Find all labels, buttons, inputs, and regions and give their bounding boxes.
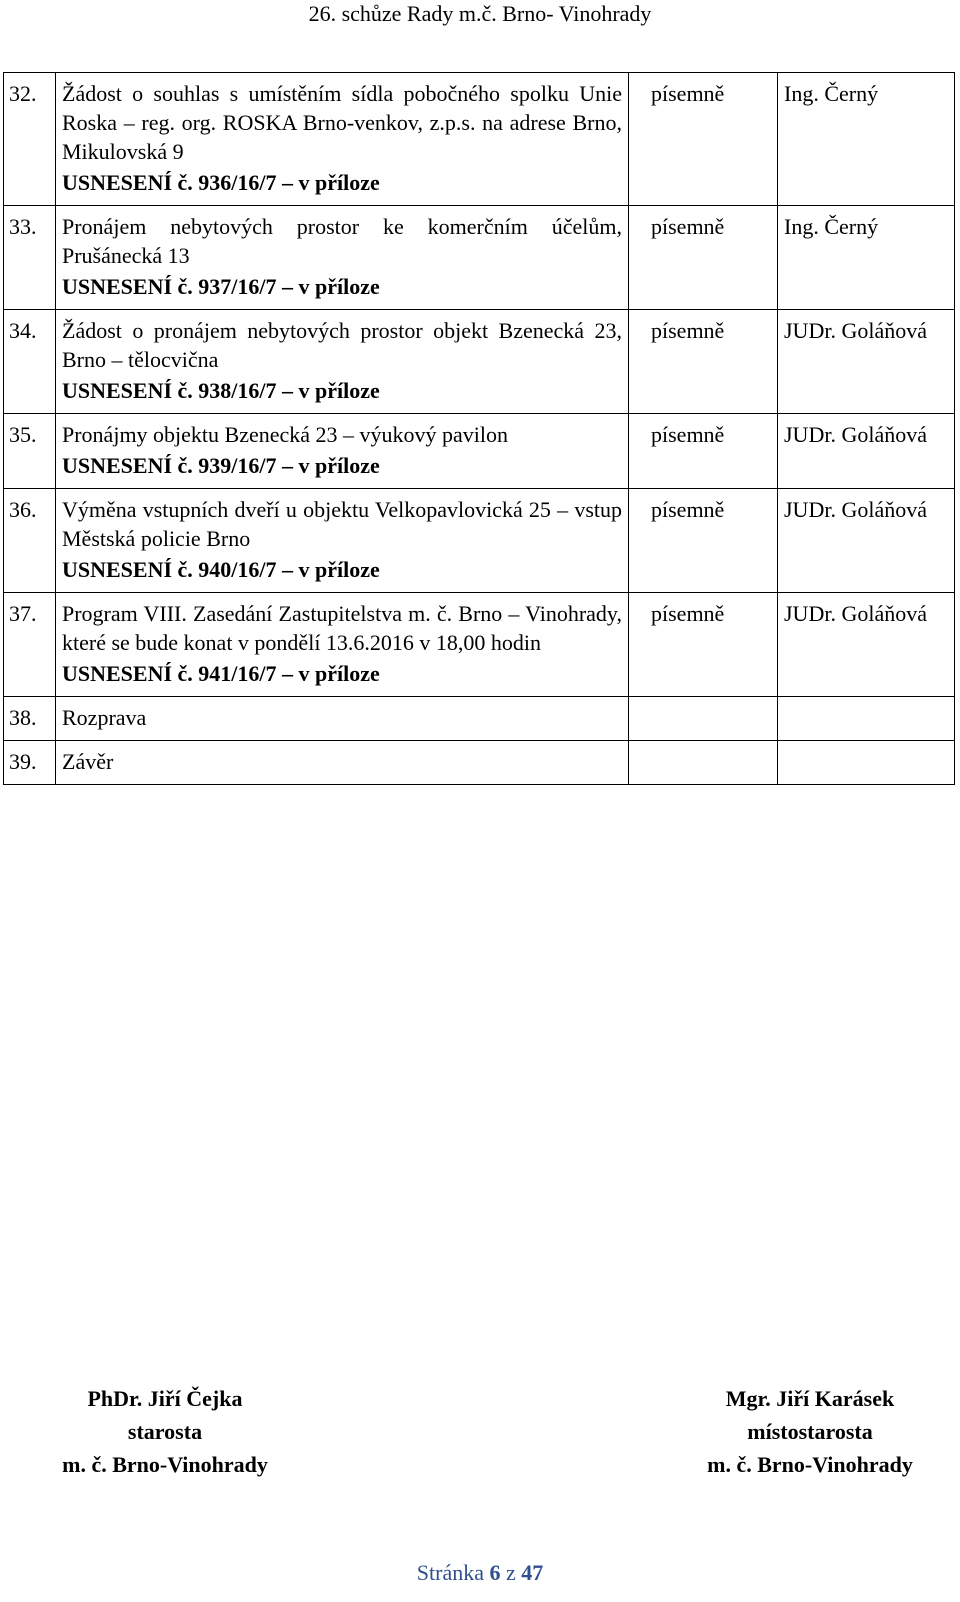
resolution-line — [62, 659, 622, 688]
resolution-number: USNESENÍ č. 939/16/7 — [62, 453, 277, 478]
agenda-item-responsible: Ing. Černý — [778, 73, 955, 206]
footer-sep: z — [505, 1560, 516, 1585]
signature-org: m. č. Brno-Vinohrady — [62, 1452, 268, 1477]
resolution-dash: – — [282, 661, 294, 686]
agenda-table — [3, 72, 955, 785]
resolution-number: USNESENÍ č. 937/16/7 — [62, 274, 277, 299]
resolution-line — [62, 376, 622, 405]
agenda-row — [4, 697, 955, 741]
resolution-line — [62, 555, 622, 584]
subject-text: Žádost o pronájem nebytových prostor objekt Bzenecká 23, Brno – tělocvična — [62, 318, 622, 372]
agenda-item-number: 37. — [4, 593, 56, 697]
resolution-number: USNESENÍ č. 940/16/7 — [62, 557, 277, 582]
resolution-dash: – — [282, 274, 294, 299]
resolution-number: USNESENÍ č. 936/16/7 — [62, 170, 277, 195]
resolution-attachment: v příloze — [298, 453, 380, 478]
agenda-item-subject — [56, 73, 629, 206]
resolution-number: USNESENÍ č. 941/16/7 — [62, 661, 277, 686]
agenda-item-responsible — [778, 697, 955, 741]
signature-role: místostarosta — [747, 1419, 873, 1444]
agenda-row — [4, 310, 955, 414]
resolution-attachment: v příloze — [298, 557, 380, 582]
resolution-line — [62, 168, 622, 197]
subject-text: Výměna vstupních dveří u objektu Velkopavlovická 25 – vstup Městská policie Brno — [62, 497, 622, 551]
signature-deputy-mayor — [665, 1382, 955, 1481]
agenda-row — [4, 73, 955, 206]
agenda-item-form: písemně — [629, 73, 778, 206]
subject-text: Pronájmy objektu Bzenecká 23 – výukový pavilon — [62, 422, 509, 447]
signature-name: PhDr. Jiří Čejka — [87, 1386, 243, 1411]
footer-prefix: Stránka — [416, 1560, 484, 1585]
agenda-row — [4, 741, 955, 785]
agenda-item-number: 39. — [4, 741, 56, 785]
signature-org: m. č. Brno-Vinohrady — [707, 1452, 913, 1477]
subject-text: Závěr — [62, 749, 114, 774]
agenda-row — [4, 489, 955, 593]
agenda-item-form: písemně — [629, 310, 778, 414]
agenda-item-responsible — [778, 741, 955, 785]
signature-mayor — [20, 1382, 310, 1481]
agenda-item-subject — [56, 310, 629, 414]
footer-page-number: 6 — [489, 1560, 501, 1585]
page-header: 26. schůze Rady m.č. Brno- Vinohrady — [308, 1, 652, 26]
agenda-item-number: 33. — [4, 206, 56, 310]
agenda-item-number: 32. — [4, 73, 56, 206]
agenda-row — [4, 206, 955, 310]
resolution-attachment: v příloze — [298, 661, 380, 686]
resolution-number: USNESENÍ č. 938/16/7 — [62, 378, 277, 403]
agenda-item-form — [629, 697, 778, 741]
agenda-item-form: písemně — [629, 489, 778, 593]
resolution-dash: – — [282, 557, 294, 582]
agenda-item-number: 35. — [4, 414, 56, 489]
agenda-item-form: písemně — [629, 206, 778, 310]
resolution-dash: – — [282, 170, 294, 195]
resolution-line — [62, 272, 622, 301]
agenda-item-responsible: JUDr. Goláňová — [778, 489, 955, 593]
subject-text: Rozprava — [62, 705, 147, 730]
agenda-item-subject — [56, 593, 629, 697]
page-footer — [0, 1560, 960, 1586]
agenda-row — [4, 593, 955, 697]
agenda-item-subject — [56, 489, 629, 593]
agenda-item-form — [629, 741, 778, 785]
subject-text: Pronájem nebytových prostor ke komerčním účelům, Prušánecká 13 — [62, 214, 622, 268]
resolution-attachment: v příloze — [298, 378, 380, 403]
resolution-dash: – — [282, 378, 294, 403]
agenda-item-subject — [56, 697, 629, 741]
agenda-item-subject — [56, 414, 629, 489]
signature-role: starosta — [127, 1419, 203, 1444]
agenda-item-number: 36. — [4, 489, 56, 593]
agenda-item-form: písemně — [629, 593, 778, 697]
agenda-item-number: 34. — [4, 310, 56, 414]
resolution-attachment: v příloze — [298, 170, 380, 195]
agenda-item-subject — [56, 206, 629, 310]
agenda-item-responsible: JUDr. Goláňová — [778, 310, 955, 414]
subject-text: Žádost o souhlas s umístěním sídla pobočného spolku Unie Roska – reg. org. ROSKA Brno-venkov, z.p.s. na adrese Brno, Mikulovská 9 — [62, 81, 622, 164]
signature-name: Mgr. Jiří Karásek — [725, 1386, 895, 1411]
agenda-item-form: písemně — [629, 414, 778, 489]
resolution-attachment: v příloze — [298, 274, 380, 299]
resolution-line — [62, 451, 622, 480]
agenda-item-responsible: JUDr. Goláňová — [778, 593, 955, 697]
agenda-row — [4, 414, 955, 489]
agenda-item-number: 38. — [4, 697, 56, 741]
footer-page-total: 47 — [521, 1560, 544, 1585]
agenda-item-responsible: JUDr. Goláňová — [778, 414, 955, 489]
agenda-item-responsible: Ing. Černý — [778, 206, 955, 310]
subject-text: Program VIII. Zasedání Zastupitelstva m. č. Brno – Vinohrady, které se bude konat v pondělí 13.6.2016 v 18,00 hodin — [62, 601, 622, 655]
agenda-item-subject — [56, 741, 629, 785]
resolution-dash: – — [282, 453, 294, 478]
